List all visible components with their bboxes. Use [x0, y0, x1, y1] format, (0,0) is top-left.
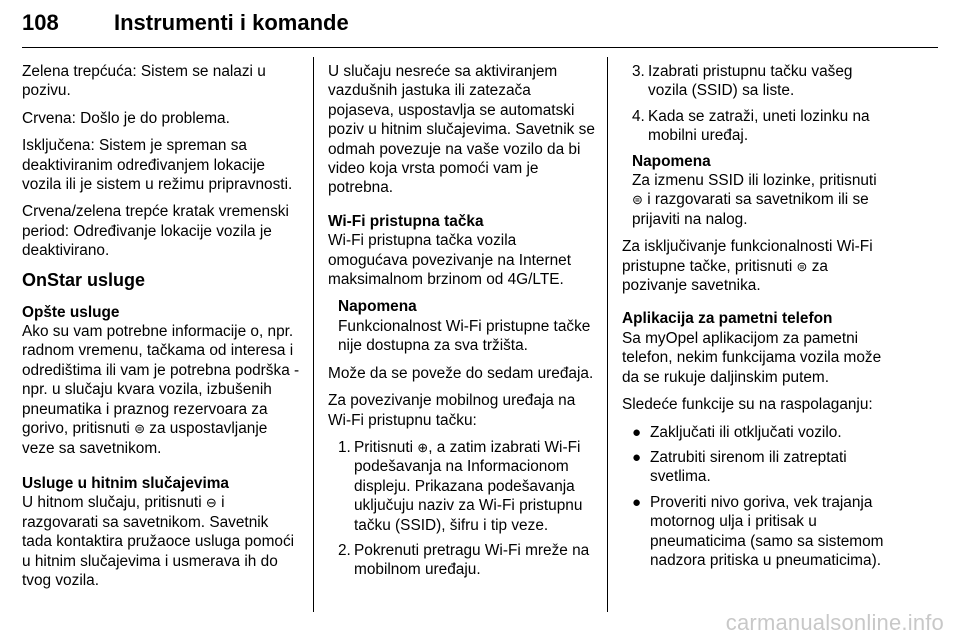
text-span: Pokrenuti pretragu Wi-Fi mreže na mobilnom uređaju.	[354, 541, 590, 579]
phone-button-icon: ⊕	[417, 439, 429, 455]
page-number: 108	[22, 10, 59, 35]
paragraph: Može da se poveže do sedam uređaja.	[328, 364, 594, 382]
paragraph: Wi-Fi pristupna tačka vozila omogućava povezivanje na Internet maksimalnom brzinom od 4G/LTE.	[328, 232, 571, 289]
subheading-emergency-services: Usluge u hitnim slučajevima	[22, 474, 229, 492]
step-number: 4.	[632, 107, 645, 125]
text-span: Izabrati pristupnu tačku vašeg vozila (SSID) sa liste.	[648, 63, 853, 100]
note-title: Napomena	[338, 298, 417, 316]
list-item	[328, 541, 596, 580]
text-span: Zatrubiti sirenom ili zatreptati svetlima.	[650, 448, 847, 486]
text-span: Za isključivanje funkcionalnosti Wi-Fi pristupne tačke, pritisnuti	[622, 238, 873, 275]
column-divider	[607, 57, 608, 612]
paragraph: Crvena: Došlo je do problema.	[22, 109, 230, 127]
step-number: 1.	[338, 438, 351, 456]
text-span: Proveriti nivo goriva, vek trajanja motornog ulja i pritisak u pneumaticima (samo sa sistemom nadzora pritiska u pneumaticima).	[650, 493, 884, 569]
paragraph	[622, 237, 890, 295]
column-3	[622, 62, 890, 576]
note-box	[622, 152, 890, 230]
list-item	[622, 107, 890, 146]
text-span: Ako su vam potrebne informacije o, npr. radnom vremenu, tačkama od interesa i odredištima ili vam je potrebna podrška - npr. u slučaju kvara vozila, izbušenih pneumatika i praznog rezervoara za gorivo, pritisnuti	[22, 323, 300, 438]
bullet-icon: ●	[632, 423, 642, 441]
text-span: Zaključati ili otključati vozilo.	[650, 423, 842, 441]
text-span: Pritisnuti	[354, 438, 414, 456]
text-span: Za izmenu SSID ili lozinke, pritisnuti	[632, 172, 877, 190]
list-item	[622, 448, 890, 487]
onstar-button-icon: ⊜	[796, 258, 808, 274]
paragraph: Crvena/zelena trepće kratak vremenski period: Određivanje lokacije vozila je deaktivirano.	[22, 203, 289, 260]
text-span: , a zatim izabrati Wi-Fi podešavanja na Informacionom displeju. Prikazana podešavanja uključuju naziv za Wi-Fi pristupnu tačku (SSID), šifru i tip veze.	[354, 438, 583, 534]
list-item	[622, 493, 890, 571]
list-item	[328, 438, 596, 535]
subheading-wifi-hotspot: Wi-Fi pristupna tačka	[328, 212, 484, 230]
list-item	[622, 423, 890, 442]
paragraph	[22, 493, 302, 590]
text-span: i razgovarati sa savetnikom. Savetnik tada kontaktira pružaoce usluga pomoći u hitnim slučajevima i usmerava ih do tvog vozila.	[22, 494, 295, 589]
onstar-button-icon: ⊜	[134, 421, 145, 437]
paragraph	[22, 322, 302, 458]
note-title: Napomena	[632, 152, 711, 170]
text-span: U hitnom slučaju, pritisnuti	[22, 494, 202, 512]
watermark: carmanualsonline.info	[725, 610, 944, 635]
column-2	[328, 62, 596, 586]
subheading-general-services: Opšte usluge	[22, 303, 120, 321]
text-span: za pozivanje savetnika.	[622, 257, 828, 295]
paragraph: Zelena trepćuća: Sistem se nalazi u pozivu.	[22, 63, 266, 100]
step-number: 3.	[632, 63, 645, 80]
page-header	[22, 8, 938, 48]
note-text	[632, 171, 890, 229]
column-1	[22, 62, 302, 598]
section-heading-onstar: OnStar usluge	[22, 269, 146, 290]
list-item	[622, 62, 890, 101]
note-box	[328, 297, 596, 355]
paragraph: Isključena: Sistem je spreman sa deaktiviranim određivanjem lokacije vozila ili je sistem u režimu pripravnosti.	[22, 137, 293, 194]
text-span: za uspostavljanje veze sa savetnikom.	[22, 420, 268, 457]
steps-list	[328, 438, 596, 580]
note-text: Funkcionalnost Wi-Fi pristupne tačke nije dostupna za sva tržišta.	[338, 317, 591, 355]
subheading-smartphone-app: Aplikacija za pametni telefon	[622, 310, 833, 328]
step-number: 2.	[338, 541, 351, 559]
text-span: i razgovarati sa savetnikom ili se prijaviti na nalog.	[632, 191, 869, 228]
onstar-button-icon: ⊜	[632, 192, 643, 208]
page-title: Instrumenti i komande	[114, 10, 349, 35]
paragraph: Sledeće funkcije su na raspolaganju:	[622, 396, 873, 414]
steps-list	[622, 62, 890, 146]
paragraph: Za povezivanje mobilnog uređaja na Wi-Fi pristupnu tačku:	[328, 392, 576, 429]
bullet-icon: ●	[632, 493, 642, 511]
text-span: Kada se zatraži, uneti lozinku na mobilni uređaj.	[648, 107, 870, 145]
functions-list	[622, 423, 890, 571]
column-divider	[313, 57, 314, 612]
paragraph: U slučaju nesreće sa aktiviranjem vazdušnih jastuka ili zatezača pojaseva, uspostavlja se automatski poziv u hitnim slučajevima. Savetnik se odmah povezuje na vaše vozilo da bi video koja vrsta pomoći vam je potrebna.	[328, 63, 595, 197]
bullet-icon: ●	[632, 448, 642, 466]
sos-button-icon: ⊖	[205, 495, 217, 511]
paragraph: Sa myOpel aplikacijom za pametni telefon, nekim funkcijama vozila može da se rukuje daljinskim putem.	[622, 329, 882, 386]
